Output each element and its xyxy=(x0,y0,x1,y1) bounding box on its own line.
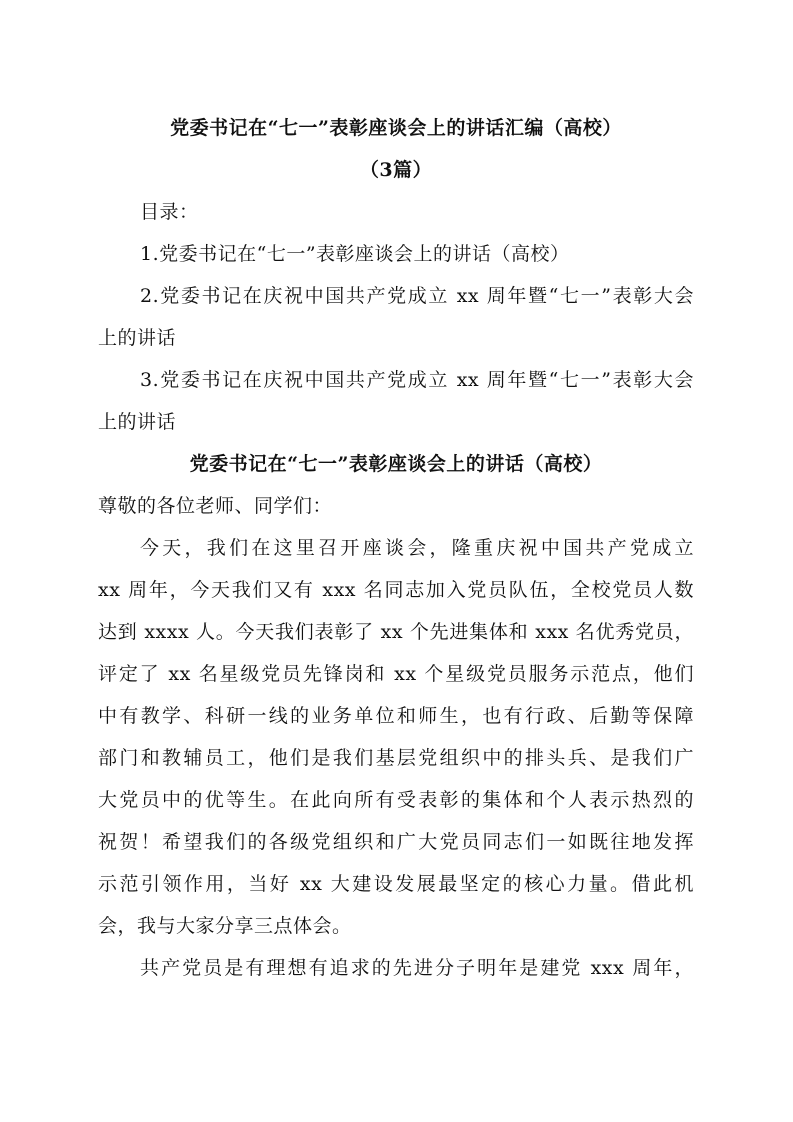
toc-item-3: 3.党委书记在庆祝中国共产党成立 xx 周年暨“七一”表彰大会 xyxy=(140,369,694,391)
toc-item-2-continued: 上的讲话 xyxy=(98,327,177,349)
body-line: 评定了 xx 名星级党员先锋岗和 xx 个星级党员服务示范点，他们 xyxy=(98,663,694,685)
toc-item-2: 2.党委书记在庆祝中国共产党成立 xx 周年暨“七一”表彰大会 xyxy=(140,285,694,307)
body-line: xx 周年，今天我们又有 xxx 名同志加入党员队伍，全校党员人数 xyxy=(98,579,694,601)
body-line: 部门和教辅员工，他们是我们基层党组织中的排头兵、是我们广 xyxy=(98,747,694,769)
body-line: 共产党员是有理想有追求的先进分子明年是建党 xxx 周年， xyxy=(140,957,694,979)
toc-item-3-continued: 上的讲话 xyxy=(98,411,177,433)
body-line: 大党员中的优等生。在此向所有受表彰的集体和个人表示热烈的 xyxy=(98,789,694,811)
toc-item-1: 1.党委书记在“七一”表彰座谈会上的讲话（高校） xyxy=(140,243,570,265)
document-subtitle: （3篇） xyxy=(359,159,433,181)
salutation: 尊敬的各位老师、同学们： xyxy=(98,495,333,517)
body-line: 祝贺！希望我们的各级党组织和广大党员同志们一如既往地发挥 xyxy=(98,831,694,853)
body-line: 中有教学、科研一线的业务单位和师生，也有行政、后勤等保障 xyxy=(98,705,694,727)
toc-label: 目录： xyxy=(140,201,199,223)
body-line: 达到 xxxx 人。今天我们表彰了 xx 个先进集体和 xxx 名优秀党员， xyxy=(98,621,694,643)
document-title: 党委书记在“七一”表彰座谈会上的讲话汇编（高校） xyxy=(170,117,622,139)
section-title: 党委书记在“七一”表彰座谈会上的讲话（高校） xyxy=(189,453,603,475)
body-line: 示范引领作用，当好 xx 大建设发展最坚定的核心力量。借此机 xyxy=(98,873,694,895)
body-line: 今天，我们在这里召开座谈会，隆重庆祝中国共产党成立 xyxy=(140,537,694,559)
body-line: 会，我与大家分享三点体会。 xyxy=(98,915,352,937)
